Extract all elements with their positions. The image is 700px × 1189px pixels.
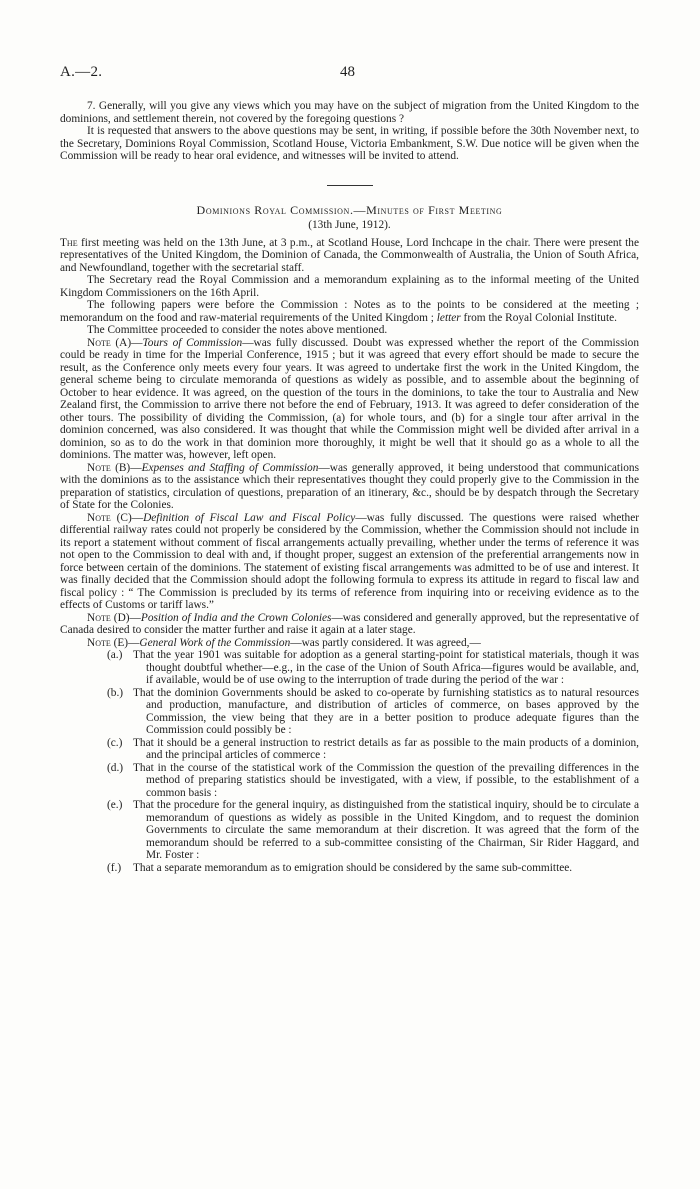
minutes-paragraph-3: The following papers were before the Commission : Notes as to the points to be considered at the meeting ; memorandum on the food and raw-material requirements of the United Kingdom ; letter from the Royal Colonial Institute. (60, 299, 639, 324)
note-e-title: General Work of the Commission (139, 636, 291, 649)
question-7: 7. Generally, will you give any views which you may have on the subject of migration from the United Kingdom to the dominions, and settlement therein, not covered by the foregoing questions ? (60, 100, 639, 125)
page-number: 48 (340, 64, 355, 80)
document-reference: A.—2. (60, 64, 103, 80)
list-item: (b.) That the dominion Governments should be asked to co-operate by furnishing statistics as to natural resources and production, manufacture, and distribution of articles of commerce, on bases approved by the Commission, the view being that they are in a better position to produce adequate figures than the Commission could possibly be : (107, 686, 639, 736)
minutes-paragraph-1: The first meeting was held on the 13th June, at 3 p.m., at Scotland House, Lord Inchcape in the chair. There were present the representatives of the United Kingdom, the Dominion of Canada, the Commonwealth of Australia, the Union of South Africa, and Newfoundland, together with the secretarial staff. (60, 236, 639, 274)
note-d: Note (D)—Position of India and the Crown Colonies—was considered and generally approved, but the representative of Canada desired to consider the matter further and raise it again at a later stage. (60, 611, 640, 636)
list-item: (f.) That a separate memorandum as to emigration should be considered by the same sub-committee. (107, 861, 573, 874)
minutes-paragraph-4: The Committee proceeded to consider the notes above mentioned. (87, 324, 388, 336)
lead-word: The (60, 236, 78, 249)
minutes-title: Dominions Royal Commission.—Minutes of First Meeting (196, 202, 503, 217)
note-a: Note (A)—Tours of Commission—was fully discussed. Doubt was expressed whether the report of the Commission could be ready in time for the Imperial Conference, 1915 ; but it was agreed that every effort should be made to secure the result, as the Conference only meets every four years. It was agreed to undertake first the work in the United Kingdom, the general scheme being to circulate memoranda of questions as widely as possible, and to assemble about the beginning of October to hear evidence. It was agreed, on the question of the tours in the dominions, to take the tour to Australia and New Zealand first, the Commission to arrive there not before the end of February, 1913. It was agreed to defer consideration of the other tours. The possibility of dividing the Commission, (a) for whole tours, and (b) for a single tour after arrival in the dominion concerned, was also considered. It was thought that while the Commission might well be divided after arrival in a dominion, so as to do the work in that dominion more thoroughly, it might be well that it should go as a whole to all the dominions. The matter was, however, left open. (60, 336, 639, 461)
note-d-title: Position of India and the Crown Colonies (140, 611, 332, 624)
document-body (60, 100, 639, 874)
minutes-paragraph-2: The Secretary read the Royal Commission and a memorandum explaining as to the informal meeting of the United Kingdom Commissioners on the 16th April. (60, 274, 639, 299)
note-b-title: Expenses and Staffing of Commission (141, 461, 319, 474)
list-item: (e.) That the procedure for the general inquiry, as distinguished from the statistical inquiry, should be to circulate a memorandum of questions as widely as possible in the United Kingdom, and to request the dominion Governments to circulate the same memorandum at their discretion. It was agreed that the form of the memorandum should be referred to a sub-committee consisting of the Chairman, Sir Rider Haggard, and Mr. Foster : (107, 799, 639, 861)
note-b: Note (B)—Expenses and Staffing of Commission—was generally approved, it being understood that communications with the dominions as to the assistance which their representatives thought they could properly give to the Commission in the preparation of statistics, circulation of questions, preparation of an itinerary, &c., should be by despatch through the Secretary of State for the Colonies. (60, 461, 639, 511)
list-item: (a.) That the year 1901 was suitable for adoption as a general starting-point for statistical materials, though it was thought doubtful whether—e.g., in the case of the Union of South Africa—figures would be available, and, if available, would be of use owing to the interruption of trade during the period of the war : (107, 649, 639, 686)
list-item: (d.) That in the course of the statistical work of the Commission the question of the prevailing differences in the method of preparing statistics should be investigated, with a view, if possible, to the establishment of a common basis : (107, 761, 639, 799)
request-paragraph: It is requested that answers to the above questions may be sent, in writing, if possible before the 30th November next, to the Secretary, Dominions Royal Commission, Scotland House, Victoria Embankment, S.W. Due notice will be given when the Commission will be ready to hear oral evidence, and witnesses will be invited to attend. (60, 125, 639, 162)
note-e: Note (E)—General Work of the Commission—was partly considered. It was agreed,— (87, 636, 481, 649)
section-divider (327, 185, 373, 186)
note-a-title: Tours of Commission (142, 336, 243, 349)
note-c: Note (C)—Definition of Fiscal Law and Fiscal Policy—was fully discussed. The questions were raised whether differential railway rates could not properly be considered by the Commission, whether the Commission should not include in its report a statement without comment of fiscal arrangements actually prevailing, whether under the terms of reference it was not open to the Commission to deal with and, if thought proper, suggest an extension of the preferential arrangements now in force between certain of the dominions. The statement of existing fiscal arrangements was admitted to be of use and interest. It was finally decided that the Commission should adopt the following formula to express its attitude in regard to fiscal law and fiscal policy : “ The Commission is precluded by its terms of reference from inquiring into or receiving evidence as to the effects of Customs or tariff laws.” (60, 511, 640, 611)
note-c-title: Definition of Fiscal Law and Fiscal Policy (143, 511, 356, 524)
list-item: (c.) That it should be a general instruction to restrict details as far as possible to the main products of a dominion, and the principal articles of commerce : (107, 736, 639, 761)
minutes-date: (13th June, 1912). (308, 219, 391, 231)
